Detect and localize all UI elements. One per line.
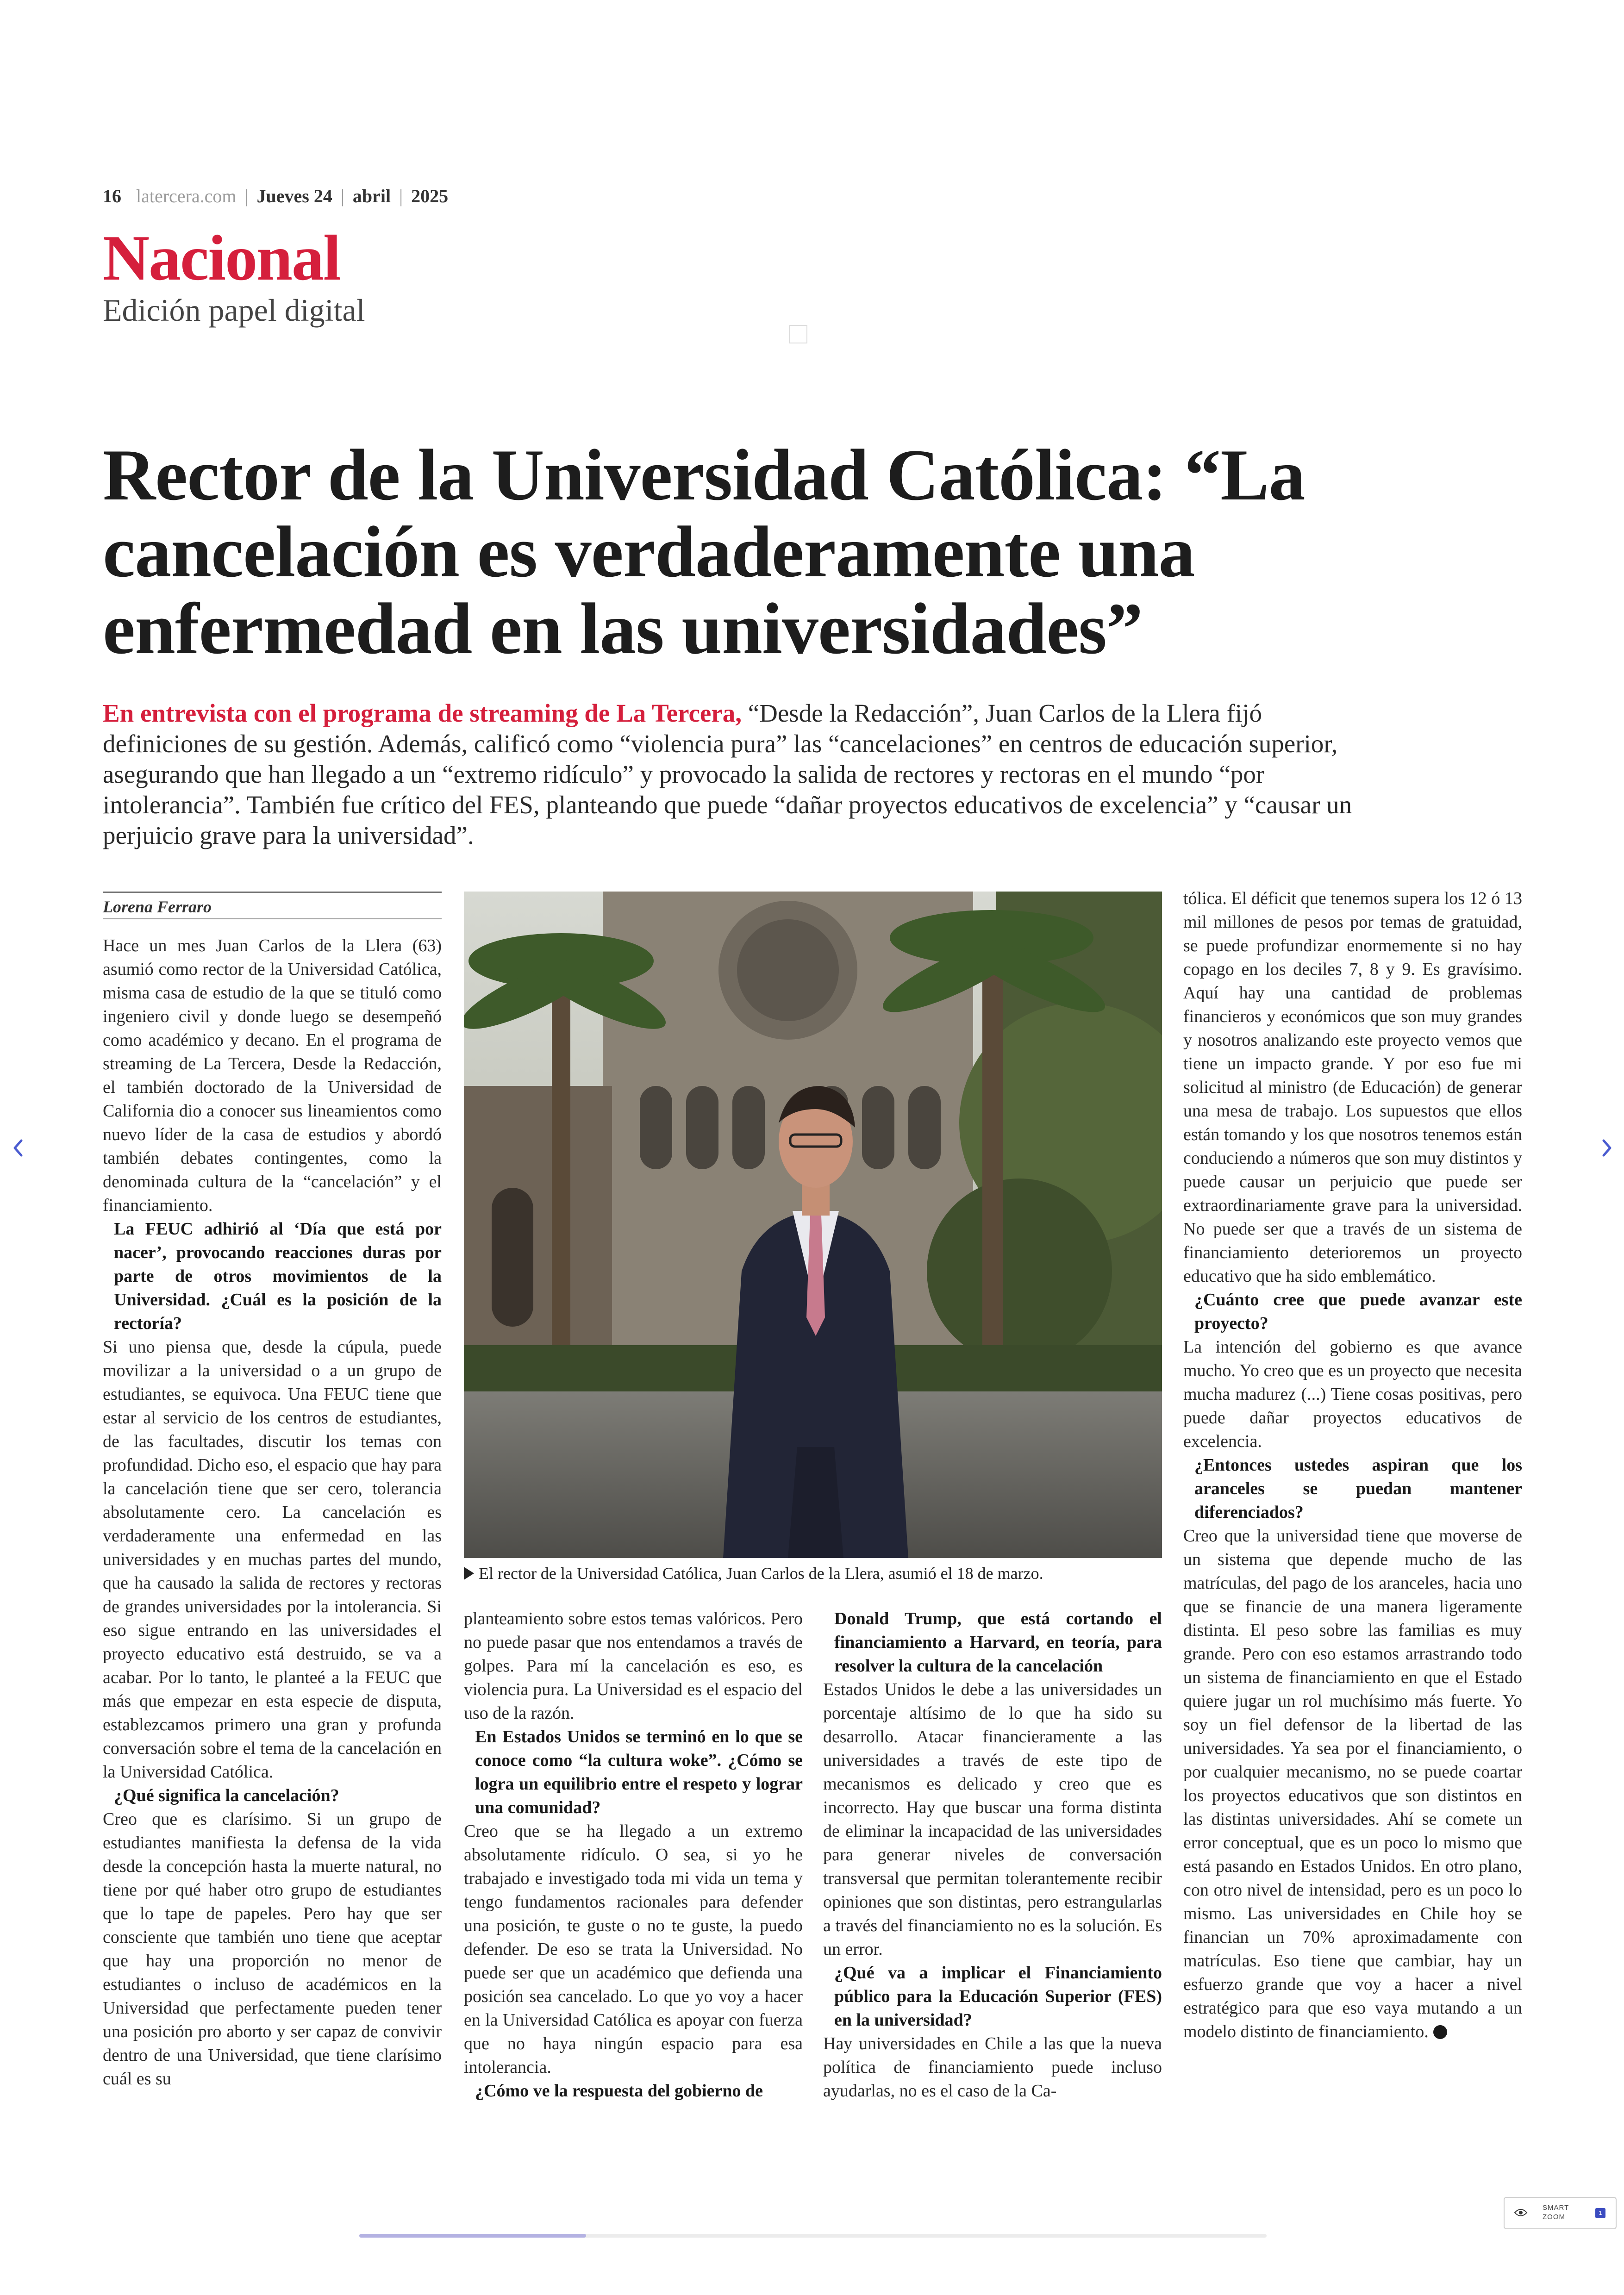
interview-question: ¿Cuánto cree que puede avanzar este proyecto?: [1194, 1290, 1522, 1333]
lead-highlight: En entrevista con el programa de streaming de La Tercera,: [103, 699, 742, 727]
byline-rule: [103, 892, 442, 893]
interview-question: ¿Entonces ustedes aspiran que los aranceles se puedan mantener diferenciados?: [1194, 1455, 1522, 1522]
previous-page-button[interactable]: [8, 1134, 27, 1162]
interview-question: ¿Qué va a implicar el Financiamiento público para la Educación Superior (FES) en la universidad?: [834, 1963, 1162, 2030]
site-name: latercera.com: [136, 186, 237, 206]
interview-question: La FEUC adhirió al ‘Día que está por nacer’, provocando reacciones duras por parte de otros movimientos de la Universidad. ¿Cuál es la posición de la rectoría?: [114, 1219, 442, 1333]
interview-question: Donald Trump, que está cortando el financiamiento a Harvard, en teoría, para resolver la cultura de la cancelación: [834, 1609, 1162, 1676]
paragraph: Creo que la universidad tiene que moverse de un sistema que depende mucho de las matrículas, del pago de los aranceles, hacia uno que se financie de una manera ligeramente distinta. El peso sobre las familias es muy grande. Pero con eso estamos arrastrando todo un sistema de financiamiento en que el Estado quiere jugar un rol muchísimo más fuerte. Yo soy un fiel defensor de la libertad de las universidades. Ya sea por el financiamiento, o por cualquier mecanismo, no se puede coartar los proyectos educativos que son distintos en las distintas universidades. Ahí se comete un error conceptual, que es un poco lo mismo que está pasando en Estados Unidos. En otro plano, con otro nivel de intensidad, pero es un poco lo mismo. Las universidades en Chile hoy se financian un 70% aproximadamente con matrículas. Eso tiene que cambiar, hay un esfuerzo grande que voy a hacer a nivel estratégico para que eso vaya mutando a un modelo distinto de financiamiento.: [1183, 1526, 1522, 2041]
paragraph: Si uno piensa que, desde la cúpula, puede movilizar a la universidad o a un grupo de estudiantes, se equivoca. Una FEUC tiene que estar al servicio de los centros de estudiantes, de las facultades, discutir los temas con profundidad. Dicho eso, el espacio que hay para la cancelación tiene que ser cero, tolerancia absolutamente cero. La cancelación es verdaderamente una enfermedad en las universidades y en muchas partes del mundo, que ha causado la salida de rectores y rectoras de grandes universidades por la intolerancia. Si eso sigue entrando en las universidades el proyecto educativo está destruido, se va a acabar. Por lo tanto, le planteé a la FEUC que más que empezar en esta especie de disputa, establezcamos primero una gran y profunda conversación sobre el tema de la cancelación en la Universidad Católica.: [103, 1337, 442, 1782]
caption-arrow-icon: [464, 1567, 474, 1580]
interview-question: ¿Cómo ve la respuesta del gobierno de: [475, 2081, 763, 2101]
page-number: 16: [103, 186, 121, 206]
paragraph: Creo que se ha llegado a un extremo absolutamente ridículo. O sea, si yo he trabajado e investigado toda mi vida un tema y tengo fundamentos racionales para defender una posición, te guste o no te guste, la puedo defender. De eso se trata la Universidad. No puede ser que un académico que defienda una posición sea cancelado. Lo que yo voy a hacer en la Universidad Católica es apoyar con fuerza que no haya ningún espacio para esa intolerancia.: [464, 1821, 803, 2077]
paragraph: Estados Unidos le debe a las universidades un porcentaje altísimo de lo que ha sido su desarrollo. Atacar financieramente a las universidades a través de este tipo de mecanismos es delicado y creo que es incorrecto. Hay que buscar una forma distinta de eliminar la incapacidad de las universidades para generar niveles de conversación transversal que permitan tolerantemente recibir opiniones que son distintas, pero estrangularlas a través del financiamiento no es la solución. Es un error.: [823, 1680, 1162, 1959]
article-column-4: [1183, 887, 1522, 2044]
chevron-right-icon: [1598, 1134, 1617, 1162]
interview-question: En Estados Unidos se terminó en lo que se conoce como “la cultura woke”. ¿Cómo se logra un equilibrio entre el respeto y lograr una comunidad?: [475, 1727, 803, 1817]
page-badge: 1: [1595, 2208, 1605, 2218]
paragraph: La intención del gobierno es que avance mucho. Yo creo que es un proyecto que necesita mucha madurez (...) Tiene cosas positivas, pero puede dañar proyectos educativos de excelencia.: [1183, 1337, 1522, 1451]
paragraph: Hay universidades en Chile a las que la nueva política de financiamiento puede incluso ayudarlas, no es el caso de la Ca-: [823, 2034, 1162, 2101]
byline-rule: [103, 918, 442, 919]
chevron-left-icon: [8, 1134, 27, 1162]
article-photo: [464, 892, 1162, 1558]
paragraph: Hace un mes Juan Carlos de la Llera (63) asumió como rector de la Universidad Católica, misma casa de estudio de la que se tituló como ingeniero civil y donde luego se desempeñó como académico y decano. En el programa de streaming de La Tercera, Desde la Redacción, el también doctorado de la Universidad de California dio a conocer sus lineamientos como nuevo líder de la casa de estudios y abordó también debates contingentes, como la denominada cultura de la “cancelación” y el financiamiento.: [103, 936, 442, 1215]
date-weekday-day: Jueves 24: [256, 186, 332, 206]
smart-zoom-line2: ZOOM: [1543, 2213, 1565, 2221]
article-column-3: [823, 1607, 1162, 2103]
date-year: 2025: [411, 186, 449, 206]
masthead: [103, 185, 448, 207]
interview-question: ¿Qué significa la cancelación?: [114, 1786, 339, 1805]
next-page-button[interactable]: [1598, 1134, 1617, 1162]
article-headline: Rector de la Universidad Católica: “La cancelación es verdaderamente una enfermedad en las universidades”: [103, 435, 1305, 669]
end-of-article-mark: [1433, 2025, 1447, 2039]
photo-caption: [464, 1564, 1162, 1583]
rector-portrait-image: [464, 892, 1162, 1558]
byline: Lorena Ferraro: [103, 898, 212, 916]
lead-text: “Desde la Redacción”, Juan Carlos de la Llera fijó definiciones de su gestión. Además, calificó como “violencia pura” las “cancelaciones” en centros de educación superior, asegurando que han llegado a un “extremo ridículo” y provocado la salida de rectores y rectoras en el mundo “por intolerancia”. También fue crítico del FES, planteando que puede “dañar proyectos educativos de excelencia” y “causar un perjuicio grave para la universidad”.: [103, 699, 1352, 849]
paragraph: tólica. El déficit que tenemos supera los 12 ó 13 mil millones de pesos por temas de gratuidad, se puede profundizar enormemente si no hay copago en los deciles 7, 8 y 9. Es gravísimo. Aquí hay una cantidad de problemas financieros y económicos que son muy grandes y nosotros analizando este proyecto vemos que tiene un impacto grande. Y por eso fue mi solicitud al ministro (de Educación) de generar una mesa de trabajo. Los supuestos que ellos están tomando y los que nosotros tenemos están conduciendo a números que son muy distintos y puede causar un perjuicio que puede ser extraordinariamente grave para la universidad. No puede ser que a través de un sistema de financiamiento deterioremos un proyecto educativo que ha sido emblemático.: [1183, 889, 1522, 1286]
eye-icon: [1514, 2208, 1528, 2217]
date-month: abril: [352, 186, 391, 206]
smart-zoom-line1: SMART: [1543, 2204, 1569, 2212]
separator: |: [340, 186, 344, 206]
article-lead: [103, 698, 1353, 851]
paragraph: Creo que es clarísimo. Si un grupo de estudiantes manifiesta la defensa de la vida desde la concepción hasta la muerte natural, no tiene por qué haber otro grupo de estudiantes que lo tape de papeles. Pero hay que ser consciente que también uno tiene que aceptar que hay una proporción no menor de estudiantes o incluso de académicos en la Universidad que perfectamente pueden tener una posición pro aborto y ser capaz de convivir dentro de una Universidad, que tiene clarísimo cuál es su: [103, 1809, 442, 2089]
article-column-1: [103, 934, 442, 2091]
separator: |: [399, 186, 403, 206]
smart-zoom-label: [1543, 2203, 1569, 2222]
edition-subtitle: Edición papel digital: [103, 293, 365, 328]
smart-zoom-button[interactable]: [1504, 2197, 1617, 2229]
page-progress-fill: [359, 2234, 586, 2238]
section-title: Nacional: [103, 222, 340, 294]
separator: |: [244, 186, 249, 206]
page-marker-icon: [789, 325, 807, 343]
paragraph: planteamiento sobre estos temas valóricos. Pero no puede pasar que nos entendamos a través de golpes. Para mí la cancelación es eso, es violencia pura. La Universidad es el espacio del uso de la razón.: [464, 1609, 803, 1723]
article-column-2: [464, 1607, 803, 2103]
caption-text: El rector de la Universidad Católica, Juan Carlos de la Llera, asumió el 18 de marzo.: [479, 1564, 1043, 1583]
